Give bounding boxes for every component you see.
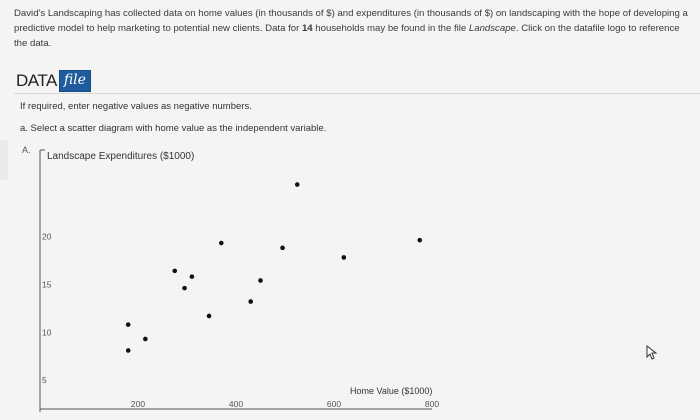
scatter-point	[172, 269, 177, 274]
scatter-point	[182, 286, 187, 291]
x-tick-label: 800	[424, 399, 440, 409]
option-a-label[interactable]: A.	[22, 145, 31, 155]
scatter-point	[280, 246, 285, 251]
x-tick-label: 400	[228, 399, 244, 409]
y-tick-label: 20	[42, 231, 52, 242]
negative-values-note: If required, enter negative values as negative numbers.	[20, 101, 252, 112]
problem-statement: David's Landscaping has collected data on home values (in thousands of $) and expenditures (in thousands of $) on landscaping with the hope of developing a predictive model to help marketing to potential new clients. Data for 14 households may be found in the file Landscape. Click on the datafile logo to reference the data.	[14, 8, 688, 49]
y-axis-label: Landscape Expenditures ($1000)	[47, 151, 195, 162]
household-count: 14	[301, 23, 313, 34]
datafile-data-label: DATA	[16, 71, 57, 90]
scatter-point	[143, 337, 148, 342]
scatter-point	[248, 299, 253, 304]
y-tick-label: 5	[42, 375, 47, 386]
x-axis-label: Home Value ($1000)	[350, 386, 433, 396]
scatter-point	[190, 274, 195, 279]
scatter-point	[207, 314, 212, 319]
file-name: Landscape	[468, 23, 516, 34]
part-a-question: a. Select a scatter diagram with home value as the independent variable.	[20, 123, 327, 134]
x-tick-label: 600	[326, 399, 342, 409]
scatter-point	[258, 278, 263, 283]
datafile-file-label: file	[59, 70, 91, 92]
y-tick-label: 15	[42, 279, 52, 290]
y-tick-label: 10	[42, 327, 52, 338]
x-tick-label: 200	[130, 399, 146, 409]
mouse-cursor-icon	[646, 345, 660, 361]
scatter-point	[219, 241, 224, 246]
scatter-point	[126, 322, 131, 327]
scatter-point	[126, 348, 131, 353]
scatter-point	[417, 238, 422, 243]
scatter-point	[295, 182, 300, 187]
scatter-point	[342, 255, 347, 260]
